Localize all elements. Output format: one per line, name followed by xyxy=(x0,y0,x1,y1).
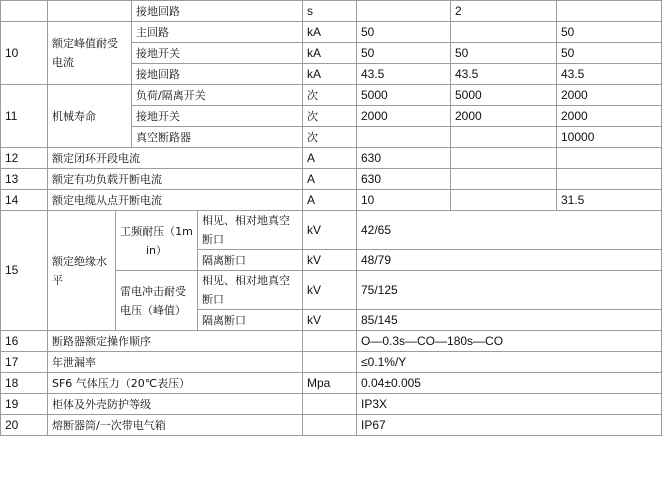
unit-cell: 次 xyxy=(303,127,357,148)
value-cell-1: 630 xyxy=(357,169,451,190)
value-cell-3 xyxy=(557,148,662,169)
value-cell-2: 2 xyxy=(451,1,557,22)
item-cell: SF6 气体压力（20℃表压） xyxy=(48,373,303,394)
value-cell-1: 630 xyxy=(357,148,451,169)
unit-cell: A xyxy=(303,169,357,190)
unit-cell: A xyxy=(303,148,357,169)
unit-cell: kA xyxy=(303,64,357,85)
unit-cell: A xyxy=(303,190,357,211)
row-number-cell: 16 xyxy=(1,331,48,352)
sub-item-cell: 接地回路 xyxy=(132,1,303,22)
sub-item-cell: 隔离断口 xyxy=(198,250,303,271)
value-cell-3 xyxy=(557,1,662,22)
test-group-cell: 雷电冲击耐受电压（峰值） xyxy=(116,271,198,331)
item-cell xyxy=(48,1,132,22)
unit-cell: kV xyxy=(303,211,357,250)
sub-item-cell: 相见、相对地真空断口 xyxy=(198,271,303,310)
unit-cell: 次 xyxy=(303,106,357,127)
value-cell-1: 10 xyxy=(357,190,451,211)
row-number-cell xyxy=(1,1,48,22)
table-row xyxy=(1,1,662,22)
unit-cell xyxy=(303,394,357,415)
item-cell: 年泄漏率 xyxy=(48,352,303,373)
item-cell: 额定电缆从点开断电流 xyxy=(48,190,303,211)
item-cell: 额定闭环开段电流 xyxy=(48,148,303,169)
item-cell: 额定峰值耐受电流 xyxy=(48,22,132,85)
table-row xyxy=(1,331,662,352)
unit-cell: kV xyxy=(303,310,357,331)
row-number-cell: 13 xyxy=(1,169,48,190)
value-cell-3: 2000 xyxy=(557,85,662,106)
value-cell-merged: O—0.3s—CO—180s—CO xyxy=(357,331,662,352)
sub-item-cell: 接地开关 xyxy=(132,43,303,64)
value-cell-3: 43.5 xyxy=(557,64,662,85)
sub-item-cell: 隔离断口 xyxy=(198,310,303,331)
row-number-cell: 20 xyxy=(1,415,48,436)
unit-cell: s xyxy=(303,1,357,22)
unit-cell xyxy=(303,415,357,436)
unit-cell: kV xyxy=(303,250,357,271)
unit-cell: kV xyxy=(303,271,357,310)
value-cell-1 xyxy=(357,127,451,148)
item-cell: 断路器额定操作顺序 xyxy=(48,331,303,352)
unit-cell: Mpa xyxy=(303,373,357,394)
table-row xyxy=(1,211,662,250)
value-cell-merged: 42/65 xyxy=(357,211,662,250)
item-cell: 熔断器筒/一次带电气箱 xyxy=(48,415,303,436)
sub-item-cell: 接地开关 xyxy=(132,106,303,127)
item-cell: 额定绝缘水平 xyxy=(48,211,116,331)
value-cell-merged: 48/79 xyxy=(357,250,662,271)
value-cell-3: 31.5 xyxy=(557,190,662,211)
value-cell-1 xyxy=(357,1,451,22)
row-number-cell: 10 xyxy=(1,22,48,85)
value-cell-1: 2000 xyxy=(357,106,451,127)
unit-cell: kA xyxy=(303,22,357,43)
value-cell-2: 2000 xyxy=(451,106,557,127)
unit-cell: kA xyxy=(303,43,357,64)
table-row xyxy=(1,148,662,169)
value-cell-2: 43.5 xyxy=(451,64,557,85)
table-row xyxy=(1,415,662,436)
unit-cell xyxy=(303,352,357,373)
value-cell-merged: IP67 xyxy=(357,415,662,436)
row-number-cell: 19 xyxy=(1,394,48,415)
table-row xyxy=(1,190,662,211)
row-number-cell: 18 xyxy=(1,373,48,394)
value-cell-2: 50 xyxy=(451,43,557,64)
unit-cell xyxy=(303,331,357,352)
table-row xyxy=(1,352,662,373)
unit-cell: 次 xyxy=(303,85,357,106)
sub-item-cell: 相见、相对地真空断口 xyxy=(198,211,303,250)
value-cell-2 xyxy=(451,127,557,148)
value-cell-3: 50 xyxy=(557,22,662,43)
table-row xyxy=(1,373,662,394)
value-cell-merged: 85/145 xyxy=(357,310,662,331)
value-cell-3: 2000 xyxy=(557,106,662,127)
value-cell-3: 50 xyxy=(557,43,662,64)
value-cell-2: 5000 xyxy=(451,85,557,106)
row-number-cell: 15 xyxy=(1,211,48,331)
row-number-cell: 11 xyxy=(1,85,48,148)
value-cell-3: 10000 xyxy=(557,127,662,148)
value-cell-1: 50 xyxy=(357,43,451,64)
sub-item-cell: 负荷/隔离开关 xyxy=(132,85,303,106)
table-row xyxy=(1,85,662,106)
value-cell-merged: 0.04±0.005 xyxy=(357,373,662,394)
table-row xyxy=(1,22,662,43)
value-cell-merged: 75/125 xyxy=(357,271,662,310)
row-number-cell: 12 xyxy=(1,148,48,169)
item-cell: 额定有功负载开断电流 xyxy=(48,169,303,190)
value-cell-3 xyxy=(557,169,662,190)
sub-item-cell: 真空断路器 xyxy=(132,127,303,148)
value-cell-2 xyxy=(451,190,557,211)
value-cell-2 xyxy=(451,22,557,43)
value-cell-1: 50 xyxy=(357,22,451,43)
table-row xyxy=(1,394,662,415)
row-number-cell: 17 xyxy=(1,352,48,373)
sub-item-cell: 主回路 xyxy=(132,22,303,43)
test-group-cell: 工频耐压（1min） xyxy=(116,211,198,271)
value-cell-merged: ≤0.1%/Y xyxy=(357,352,662,373)
value-cell-1: 5000 xyxy=(357,85,451,106)
item-cell: 柜体及外壳防护等级 xyxy=(48,394,303,415)
row-number-cell: 14 xyxy=(1,190,48,211)
value-cell-1: 43.5 xyxy=(357,64,451,85)
item-cell: 机械寿命 xyxy=(48,85,132,148)
sub-item-cell: 接地回路 xyxy=(132,64,303,85)
value-cell-2 xyxy=(451,148,557,169)
table-row xyxy=(1,169,662,190)
value-cell-merged: IP3X xyxy=(357,394,662,415)
value-cell-2 xyxy=(451,169,557,190)
